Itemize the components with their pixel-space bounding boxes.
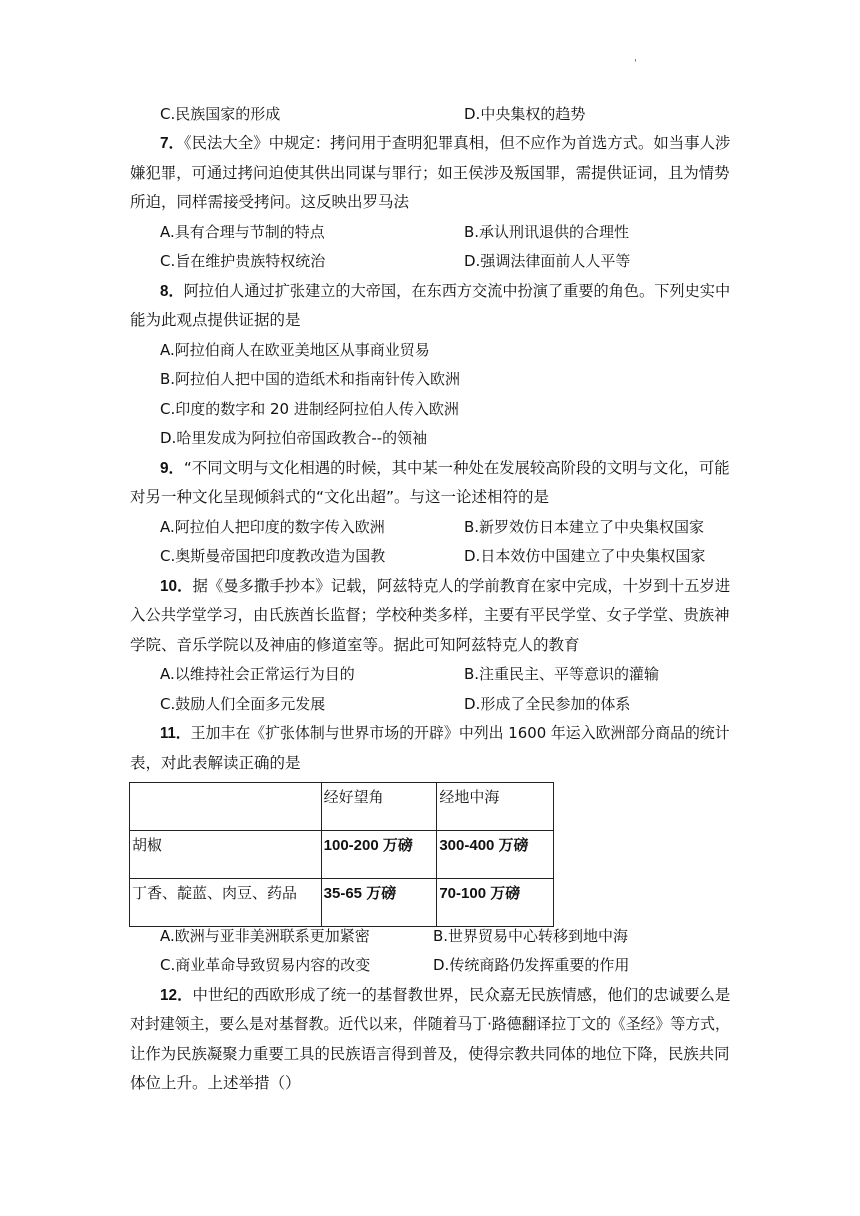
q7-option-a: A.具有合理与节制的特点 [160, 223, 325, 241]
q8-option-a: A.阿拉伯商人在欧亚美地区从事商业贸易 [160, 341, 430, 359]
q10-option-b: B.注重民主、平等意识的灌输 [464, 665, 660, 683]
table-row [130, 879, 554, 927]
q12-stem-line4: 体位上升。上述举措（） [130, 1074, 301, 1092]
q7-stem-line1 [160, 133, 730, 154]
q9-option-a: A.阿拉伯人把印度的数字传入欧洲 [160, 518, 385, 536]
q11-statistics-table [129, 782, 554, 927]
q10-stem-line1 [160, 576, 730, 597]
q10-option-d: D.形成了全民参加的体系 [464, 695, 631, 713]
table-cell: 胡椒 [130, 831, 322, 879]
q8-stem-text: 阿拉伯人通过扩张建立的大帝国，在东西方交流中扮演了重要的角色。下列史实中 [183, 282, 731, 300]
table-row [130, 831, 554, 879]
header-mark: ' [634, 58, 637, 69]
q6-option-c: C.民族国家的形成 [160, 105, 281, 123]
q10-stem-line2: 入公共学堂学习，由氏族酋长监督；学校种类多样，主要有平民学堂、女子学堂、贵族神 [130, 606, 730, 624]
q9-stem-text: “不同文明与文化相遇的时候，其中某一种处在发展较高阶段的文明与文化，可能 [183, 459, 730, 477]
q8-option-b: B.阿拉伯人把中国的造纸术和指南针传入欧洲 [160, 370, 461, 388]
q11-option-b: B.世界贸易中心转移到地中海 [433, 927, 629, 945]
table-cell: 300-400 万磅 [437, 831, 554, 879]
q6-option-d: D.中央集权的趋势 [464, 105, 586, 123]
q11-option-d: D.传统商路仍发挥重要的作用 [433, 956, 630, 974]
table-cell: 35-65 万磅 [321, 879, 437, 927]
q7-option-b: B.承认刑讯退供的合理性 [464, 223, 630, 241]
q7-stem-line2: 嫌犯罪，可通过拷问迫使其供出同谋与罪行；如王侯涉及叛国罪，需提供证词，且为情势 [130, 164, 730, 182]
q9-option-b: B.新罗效仿日本建立了中央集权国家 [464, 518, 705, 536]
q11-stem-line1 [160, 723, 730, 744]
table-header-cell [130, 783, 322, 831]
table-header-cell: 经好望角 [321, 783, 437, 831]
q8-stem-line2: 能为此观点提供证据的是 [130, 311, 301, 329]
q10-option-a: A.以维持社会正常运行为目的 [160, 665, 355, 683]
q10-stem-text: 据《曼多撒手抄本》记载，阿兹特克人的学前教育在家中完成，十岁到十五岁进 [192, 577, 731, 595]
table-cell: 70-100 万磅 [437, 879, 554, 927]
q10-option-c: C.鼓励人们全面多元发展 [160, 695, 326, 713]
q9-stem-line1 [160, 458, 730, 479]
q12-stem-line3: 让作为民族凝聚力重要工具的民族语言得到普及，使得宗教共同体的地位下降，民族共同 [130, 1045, 730, 1063]
q11-number: 11． [160, 725, 191, 742]
q7-option-d: D.强调法律面前人人平等 [464, 252, 631, 270]
table-header-cell: 经地中海 [437, 783, 554, 831]
q12-stem-line2: 对封建领主，要么是对基督教。近代以来，伴随着马丁·路德翻译拉丁文的《圣经》等方式， [130, 1015, 730, 1033]
table-header-row [130, 783, 554, 831]
q8-number: 8． [160, 283, 184, 300]
q7-stem-line3: 所迫，同样需接受拷问。这反映出罗马法 [130, 193, 410, 211]
q11-stem-line2: 表，对此表解读正确的是 [130, 754, 301, 772]
q9-option-d: D.日本效仿中国建立了中央集权国家 [464, 547, 706, 565]
q12-stem-text: 中世纪的西欧形成了统一的基督教世界，民众嘉无民族情感，他们的忠诚要么是 [192, 986, 731, 1004]
q8-option-d: D.哈里发成为阿拉伯帝国政教合--的领袖 [160, 429, 428, 447]
q8-option-c: C.印度的数字和 20 进制经阿拉伯人传入欧洲 [160, 400, 459, 418]
table-cell: 100-200 万磅 [321, 831, 437, 879]
table-cell: 丁香、靛蓝、肉豆、药品 [130, 879, 322, 927]
q7-stem-text: 《民法大全》中规定：拷问用于查明犯罪真相，但不应作为首选方式。如当事人涉 [183, 134, 731, 152]
q10-number: 10． [160, 578, 193, 595]
q10-stem-line3: 学院、音乐学院以及神庙的修道室等。据此可知阿兹特克人的教育 [130, 636, 580, 654]
q11-option-a: A.欧洲与亚非美洲联系更加紧密 [160, 927, 370, 945]
q12-number: 12． [160, 987, 193, 1004]
q12-stem-line1 [160, 985, 730, 1006]
q9-number: 9． [160, 460, 184, 477]
q7-number: 7． [160, 135, 184, 152]
q7-option-c: C.旨在维护贵族特权统治 [160, 252, 326, 270]
q8-stem-line1 [160, 281, 730, 302]
q9-stem-line2: 对另一种文化呈现倾斜式的“文化出超”。与这一论述相符的是 [130, 488, 550, 506]
q9-option-c: C.奥斯曼帝国把印度教改造为国教 [160, 547, 386, 565]
q11-option-c: C.商业革命导致贸易内容的改变 [160, 956, 371, 974]
q11-stem-text: 王加丰在《扩张体制与世界市场的开辟》中列出 1600 年运入欧洲部分商品的统计 [190, 724, 730, 742]
